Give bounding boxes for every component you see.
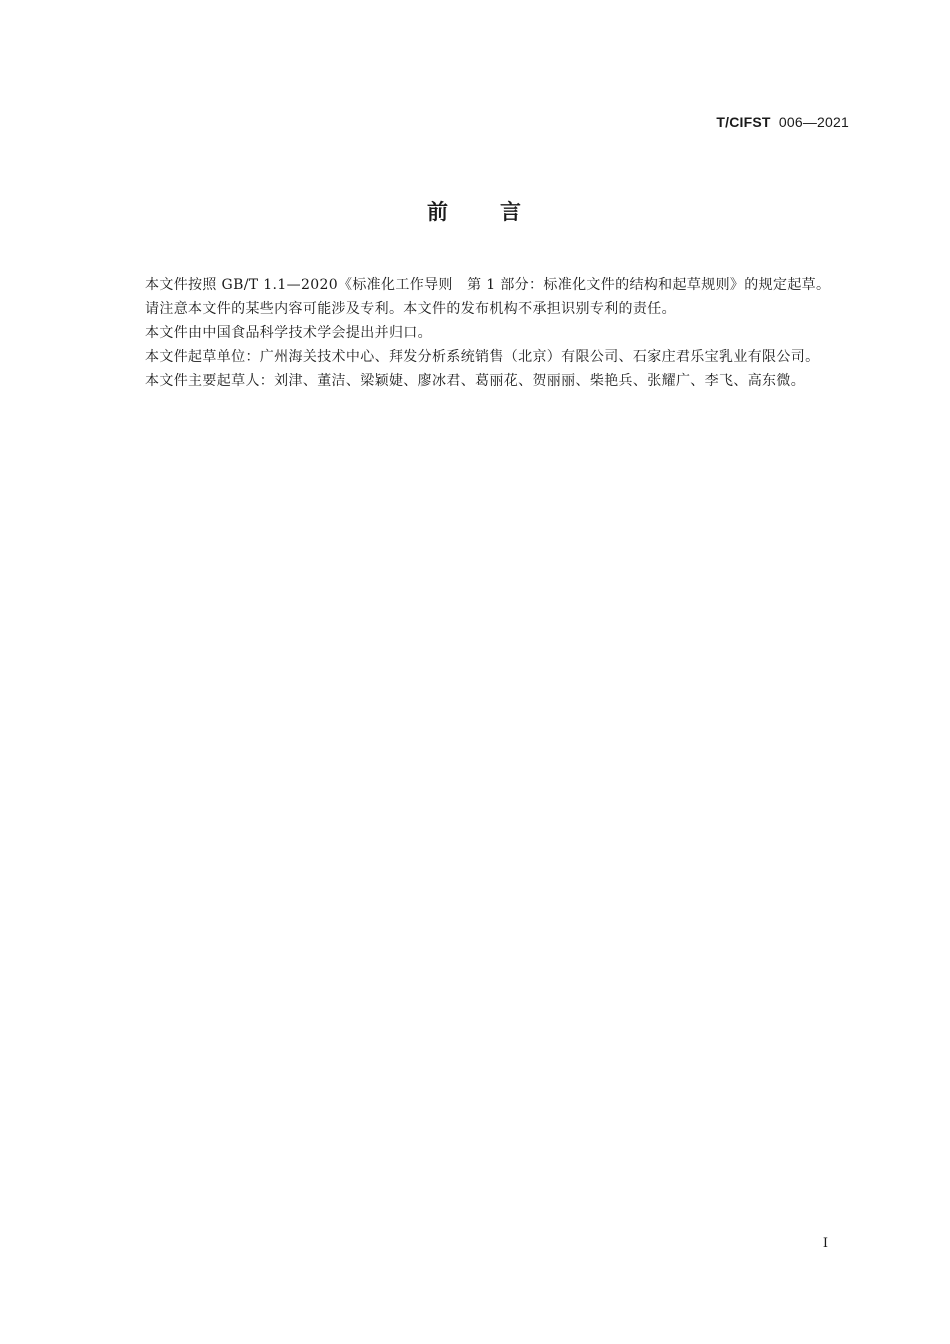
standard-code [716, 114, 849, 130]
title-char-2: 言 [500, 200, 523, 224]
paragraph-drafting-rule: 本文件按照 GB/T 1.1—2020《标准化工作导则 第 1 部分：标准化文件的结构和起草规则》的规定起草。 [145, 277, 831, 293]
paragraph-drafting-units: 本文件起草单位：广州海关技术中心、拜发分析系统销售（北京）有限公司、石家庄君乐宝乳业有限公司。 [145, 349, 820, 365]
document-body [112, 273, 849, 393]
standard-number: 006—2021 [778, 114, 849, 130]
section-title [0, 196, 950, 226]
paragraph-patent-notice: 请注意本文件的某些内容可能涉及专利。本文件的发布机构不承担识别专利的责任。 [145, 301, 676, 317]
page-number: I [822, 1236, 828, 1251]
standard-prefix: T/CIFST [716, 114, 771, 130]
paragraph-drafters: 本文件主要起草人：刘津、董洁、梁颖婕、廖冰君、葛丽花、贺丽丽、柴艳兵、张耀广、李飞、高东微。 [145, 373, 806, 389]
paragraph-proposer: 本文件由中国食品科学技术学会提出并归口。 [145, 325, 432, 341]
title-char-1: 前 [427, 200, 450, 224]
